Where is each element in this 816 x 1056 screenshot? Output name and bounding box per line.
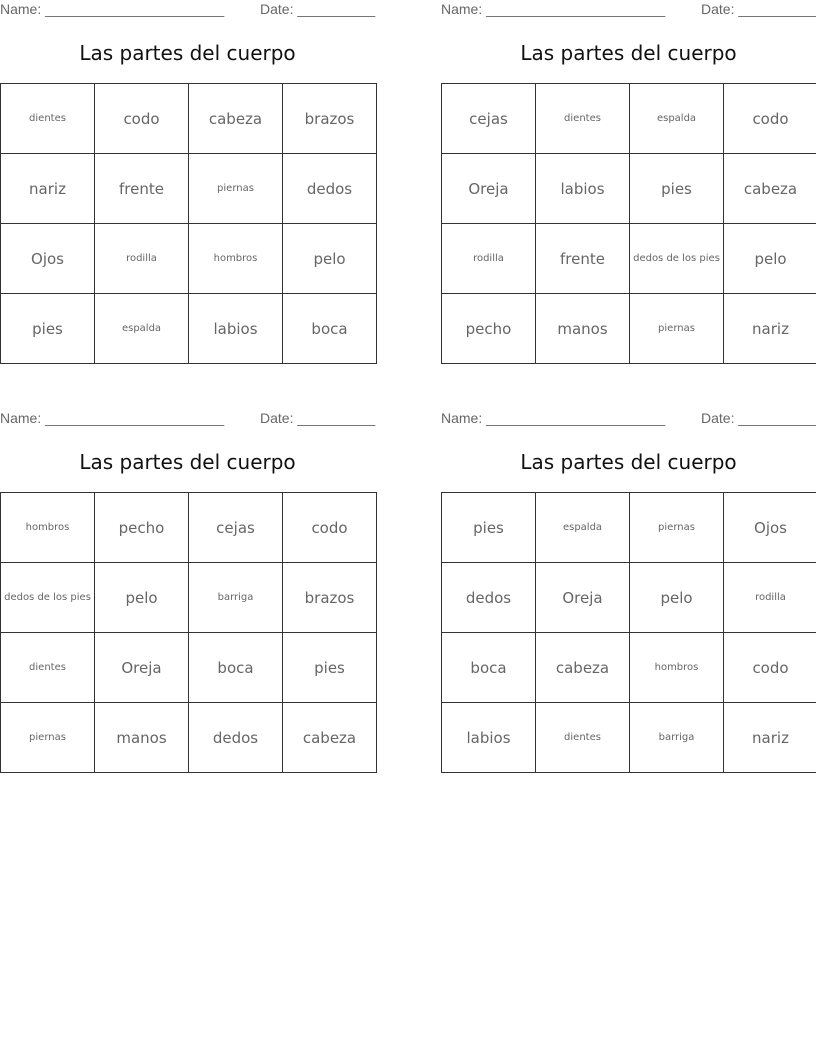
bingo-card-1 bbox=[0, 0, 375, 364]
grid-cell: pies bbox=[1, 294, 95, 364]
grid-cell: manos bbox=[536, 294, 630, 364]
grid-row bbox=[1, 563, 377, 633]
grid-row bbox=[442, 563, 816, 633]
grid-cell: rodilla bbox=[724, 563, 816, 633]
grid-cell: pecho bbox=[95, 493, 189, 563]
bingo-card-3 bbox=[0, 409, 375, 773]
grid-cell: hombros bbox=[1, 493, 95, 563]
bingo-card-4 bbox=[441, 409, 816, 773]
bingo-grid bbox=[441, 83, 816, 364]
grid-cell: pelo bbox=[95, 563, 189, 633]
grid-row bbox=[442, 84, 816, 154]
grid-cell: codo bbox=[95, 84, 189, 154]
card-title: Las partes del cuerpo bbox=[520, 450, 737, 474]
card-title: Las partes del cuerpo bbox=[520, 41, 737, 65]
name-date-row bbox=[0, 1, 375, 19]
grid-cell: Oreja bbox=[536, 563, 630, 633]
grid-cell: Ojos bbox=[1, 224, 95, 294]
card-title: Las partes del cuerpo bbox=[79, 450, 296, 474]
grid-row bbox=[442, 633, 816, 703]
grid-row bbox=[1, 294, 377, 364]
grid-cell: cabeza bbox=[724, 154, 816, 224]
grid-cell: Ojos bbox=[724, 493, 816, 563]
grid-row bbox=[1, 84, 377, 154]
grid-row bbox=[442, 224, 816, 294]
grid-cell: pelo bbox=[630, 563, 724, 633]
grid-cell: barriga bbox=[630, 703, 724, 773]
grid-row bbox=[442, 294, 816, 364]
grid-cell: labios bbox=[189, 294, 283, 364]
grid-cell: dedos bbox=[442, 563, 536, 633]
grid-row bbox=[442, 703, 816, 773]
name-date-row bbox=[441, 1, 816, 19]
card-title: Las partes del cuerpo bbox=[79, 41, 296, 65]
grid-row bbox=[1, 633, 377, 703]
grid-cell: codo bbox=[724, 84, 816, 154]
grid-cell: piernas bbox=[630, 294, 724, 364]
grid-cell: piernas bbox=[1, 703, 95, 773]
grid-cell: boca bbox=[442, 633, 536, 703]
date-field-label: Date: __________ bbox=[701, 1, 816, 17]
grid-cell: manos bbox=[95, 703, 189, 773]
grid-cell: brazos bbox=[283, 563, 377, 633]
grid-row bbox=[1, 493, 377, 563]
name-date-row bbox=[441, 410, 816, 428]
grid-cell: codo bbox=[283, 493, 377, 563]
grid-cell: rodilla bbox=[442, 224, 536, 294]
grid-cell: boca bbox=[283, 294, 377, 364]
grid-cell: dientes bbox=[1, 84, 95, 154]
name-field-label: Name: _______________________ bbox=[441, 410, 666, 426]
grid-cell: hombros bbox=[189, 224, 283, 294]
grid-row bbox=[1, 703, 377, 773]
grid-cell: nariz bbox=[724, 703, 816, 773]
grid-cell: Oreja bbox=[95, 633, 189, 703]
grid-row bbox=[1, 224, 377, 294]
grid-cell: pelo bbox=[283, 224, 377, 294]
bingo-card-2 bbox=[441, 0, 816, 364]
grid-row bbox=[442, 493, 816, 563]
grid-row bbox=[442, 154, 816, 224]
name-field-label: Name: _______________________ bbox=[441, 1, 666, 17]
grid-cell: Oreja bbox=[442, 154, 536, 224]
grid-cell: cejas bbox=[189, 493, 283, 563]
grid-cell: pies bbox=[630, 154, 724, 224]
grid-cell: frente bbox=[95, 154, 189, 224]
grid-cell: piernas bbox=[189, 154, 283, 224]
grid-cell: nariz bbox=[1, 154, 95, 224]
grid-cell: nariz bbox=[724, 294, 816, 364]
grid-cell: codo bbox=[724, 633, 816, 703]
grid-cell: dedos de los pies bbox=[1, 563, 95, 633]
grid-cell: cabeza bbox=[189, 84, 283, 154]
bingo-grid bbox=[0, 492, 377, 773]
date-field-label: Date: __________ bbox=[260, 410, 376, 426]
grid-cell: dientes bbox=[536, 703, 630, 773]
grid-cell: dientes bbox=[536, 84, 630, 154]
grid-cell: cejas bbox=[442, 84, 536, 154]
grid-cell: boca bbox=[189, 633, 283, 703]
grid-cell: cabeza bbox=[536, 633, 630, 703]
grid-cell: barriga bbox=[189, 563, 283, 633]
bingo-grid bbox=[441, 492, 816, 773]
grid-cell: frente bbox=[536, 224, 630, 294]
bingo-grid bbox=[0, 83, 377, 364]
grid-row bbox=[1, 154, 377, 224]
grid-cell: rodilla bbox=[95, 224, 189, 294]
name-field-label: Name: _______________________ bbox=[0, 410, 225, 426]
grid-cell: pecho bbox=[442, 294, 536, 364]
name-field-label: Name: _______________________ bbox=[0, 1, 225, 17]
grid-cell: espalda bbox=[536, 493, 630, 563]
grid-cell: hombros bbox=[630, 633, 724, 703]
grid-cell: espalda bbox=[95, 294, 189, 364]
name-date-row bbox=[0, 410, 375, 428]
date-field-label: Date: __________ bbox=[260, 1, 376, 17]
grid-cell: labios bbox=[442, 703, 536, 773]
grid-cell: piernas bbox=[630, 493, 724, 563]
grid-cell: espalda bbox=[630, 84, 724, 154]
grid-cell: dientes bbox=[1, 633, 95, 703]
grid-cell: pelo bbox=[724, 224, 816, 294]
grid-cell: dedos bbox=[189, 703, 283, 773]
grid-cell: pies bbox=[283, 633, 377, 703]
grid-cell: dedos bbox=[283, 154, 377, 224]
grid-cell: pies bbox=[442, 493, 536, 563]
grid-cell: brazos bbox=[283, 84, 377, 154]
grid-cell: dedos de los pies bbox=[630, 224, 724, 294]
grid-cell: cabeza bbox=[283, 703, 377, 773]
grid-cell: labios bbox=[536, 154, 630, 224]
date-field-label: Date: __________ bbox=[701, 410, 816, 426]
